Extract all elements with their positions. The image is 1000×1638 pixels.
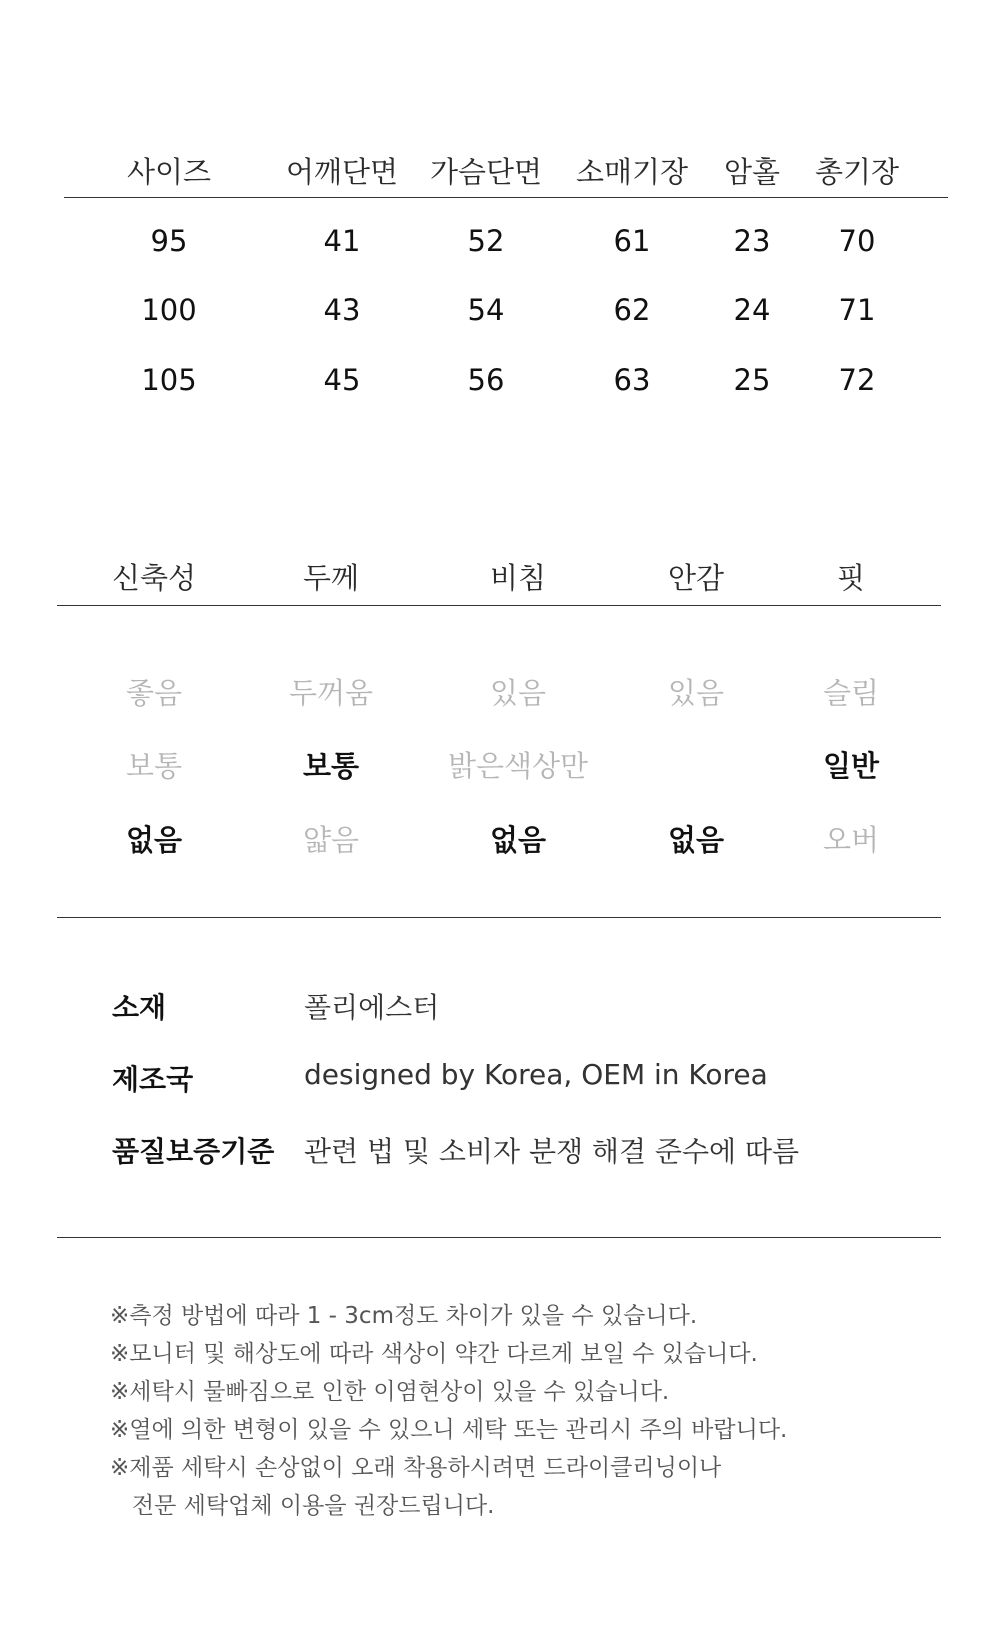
size-header-sleeve: 소매기장 — [575, 155, 689, 189]
properties-bottom-divider — [57, 917, 941, 918]
properties-header-divider — [57, 605, 941, 606]
note-line: ※세탁시 물빠짐으로 인한 이염현상이 있을 수 있습니다. — [110, 1379, 670, 1405]
size-cell: 100 — [141, 293, 197, 327]
size-header-armhole: 암홀 — [723, 155, 781, 189]
prop-option: 오버 — [822, 823, 880, 857]
size-cell: 45 — [323, 363, 361, 397]
prop-option: 밝은색상만 — [447, 749, 589, 783]
size-cell: 95 — [150, 224, 188, 258]
size-cell: 56 — [467, 363, 505, 397]
prop-option: 두꺼움 — [288, 676, 374, 710]
prop-option: 슬림 — [822, 676, 880, 710]
prop-option: 있음 — [667, 676, 725, 710]
prop-option: 없음 — [667, 823, 725, 857]
prop-header-lining: 안감 — [667, 561, 725, 595]
size-cell: 71 — [838, 293, 876, 327]
size-cell: 63 — [613, 363, 651, 397]
size-cell: 24 — [733, 293, 771, 327]
prop-option: 있음 — [489, 676, 547, 710]
prop-header-fit: 핏 — [836, 561, 866, 595]
info-bottom-divider — [57, 1237, 941, 1238]
prop-option: 얇음 — [302, 823, 360, 857]
size-cell: 41 — [323, 224, 361, 258]
info-value-material: 폴리에스터 — [304, 991, 440, 1024]
note-line: 전문 세탁업체 이용을 권장드립니다. — [110, 1493, 495, 1519]
info-value-origin: designed by Korea, OEM in Korea — [304, 1058, 768, 1091]
prop-option: 일반 — [822, 749, 880, 783]
size-header-chest: 가슴단면 — [429, 155, 543, 189]
info-label-material: 소재 — [112, 991, 167, 1024]
prop-header-stretch: 신축성 — [111, 561, 197, 595]
size-table-divider — [64, 197, 948, 198]
note-line: ※측정 방법에 따라 1 - 3cm정도 차이가 있을 수 있습니다. — [110, 1303, 698, 1329]
note-line: ※모니터 및 해상도에 따라 색상이 약간 다르게 보일 수 있습니다. — [110, 1341, 758, 1367]
prop-option: 좋음 — [125, 676, 183, 710]
note-line: ※제품 세탁시 손상없이 오래 착용하시려면 드라이클리닝이나 — [110, 1455, 722, 1481]
size-header-length: 총기장 — [814, 155, 900, 189]
prop-option: 없음 — [125, 823, 183, 857]
info-value-quality: 관련 법 및 소비자 분쟁 해결 준수에 따름 — [304, 1135, 800, 1168]
size-cell: 105 — [141, 363, 197, 397]
size-cell: 62 — [613, 293, 651, 327]
size-cell: 70 — [838, 224, 876, 258]
info-label-origin: 제조국 — [112, 1063, 194, 1096]
size-cell: 61 — [613, 224, 651, 258]
size-cell: 25 — [733, 363, 771, 397]
size-header-shoulder: 어깨단면 — [285, 155, 399, 189]
prop-option: 보통 — [125, 749, 183, 783]
prop-header-thickness: 두께 — [302, 561, 360, 595]
size-cell: 43 — [323, 293, 361, 327]
size-cell: 72 — [838, 363, 876, 397]
size-cell: 52 — [467, 224, 505, 258]
size-header-size: 사이즈 — [126, 155, 212, 189]
note-line: ※열에 의한 변형이 있을 수 있으니 세탁 또는 관리시 주의 바랍니다. — [110, 1417, 788, 1443]
size-cell: 54 — [467, 293, 505, 327]
info-label-quality: 품질보증기준 — [112, 1135, 275, 1168]
prop-option: 없음 — [489, 823, 547, 857]
prop-option: 보통 — [302, 749, 360, 783]
prop-header-sheer: 비침 — [489, 561, 547, 595]
size-cell: 23 — [733, 224, 771, 258]
